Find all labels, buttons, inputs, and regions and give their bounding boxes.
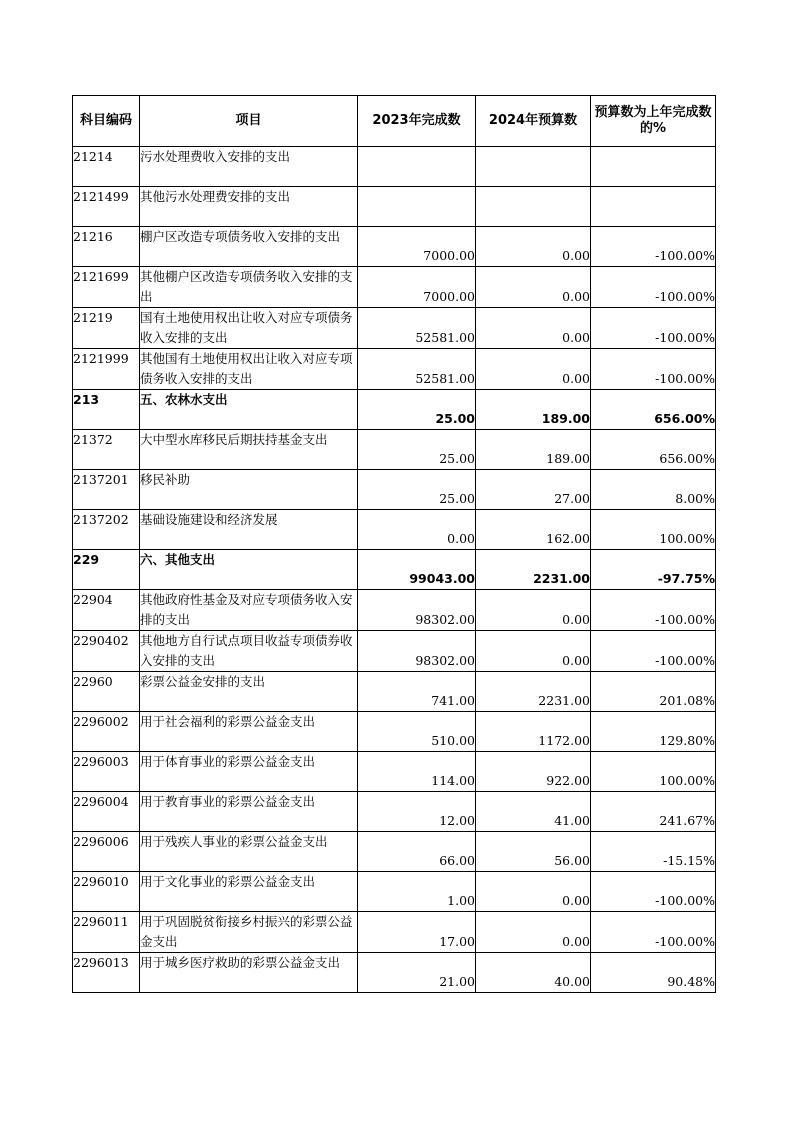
code-cell: 2296013: [73, 953, 140, 993]
ratio-cell: 100.00%: [591, 510, 716, 550]
budget-2024-cell: 189.00: [476, 390, 591, 430]
done-2023-cell: 7000.00: [358, 227, 476, 267]
table-row: [73, 792, 716, 832]
budget-2024-cell: 41.00: [476, 792, 591, 832]
ratio-cell: 241.67%: [591, 792, 716, 832]
table-row: [73, 510, 716, 550]
item-cell: 移民补助: [140, 470, 358, 510]
code-cell: 2290402: [73, 631, 140, 672]
ratio-cell: [591, 187, 716, 227]
item-cell: 国有土地使用权出让收入对应专项债务收入安排的支出: [140, 308, 358, 349]
done-2023-cell: 21.00: [358, 953, 476, 993]
table-row: [73, 349, 716, 390]
budget-2024-cell: 1172.00: [476, 712, 591, 752]
code-cell: 229: [73, 550, 140, 590]
budget-2024-cell: 0.00: [476, 308, 591, 349]
done-2023-cell: 25.00: [358, 430, 476, 470]
table-row: [73, 953, 716, 993]
ratio-cell: -100.00%: [591, 631, 716, 672]
code-cell: 2137201: [73, 470, 140, 510]
code-cell: 21219: [73, 308, 140, 349]
ratio-cell: -100.00%: [591, 590, 716, 631]
budget-2024-cell: 56.00: [476, 832, 591, 872]
table-row: [73, 631, 716, 672]
ratio-cell: -100.00%: [591, 267, 716, 308]
item-cell: 用于教育事业的彩票公益金支出: [140, 792, 358, 832]
ratio-cell: 201.08%: [591, 672, 716, 712]
budget-2024-cell: 0.00: [476, 590, 591, 631]
item-cell: 基础设施建设和经济发展: [140, 510, 358, 550]
ratio-cell: 100.00%: [591, 752, 716, 792]
done-2023-cell: 510.00: [358, 712, 476, 752]
done-2023-cell: [358, 147, 476, 187]
ratio-cell: [591, 147, 716, 187]
table-row: [73, 308, 716, 349]
ratio-cell: 90.48%: [591, 953, 716, 993]
table-row: [73, 872, 716, 912]
ratio-cell: -97.75%: [591, 550, 716, 590]
budget-2024-cell: 40.00: [476, 953, 591, 993]
code-cell: 2296004: [73, 792, 140, 832]
item-cell: 其他国有土地使用权出让收入对应专项债务收入安排的支出: [140, 349, 358, 390]
code-cell: 2121999: [73, 349, 140, 390]
ratio-cell: -15.15%: [591, 832, 716, 872]
code-cell: 2296010: [73, 872, 140, 912]
code-cell: 2296003: [73, 752, 140, 792]
budget-2024-cell: [476, 147, 591, 187]
done-2023-cell: 17.00: [358, 912, 476, 953]
header-row: [73, 96, 716, 147]
done-2023-cell: 1.00: [358, 872, 476, 912]
done-2023-cell: 99043.00: [358, 550, 476, 590]
item-cell: 用于体育事业的彩票公益金支出: [140, 752, 358, 792]
ratio-cell: -100.00%: [591, 227, 716, 267]
budget-table: [72, 95, 716, 993]
budget-2024-cell: 0.00: [476, 267, 591, 308]
budget-2024-cell: 922.00: [476, 752, 591, 792]
budget-2024-cell: 162.00: [476, 510, 591, 550]
budget-2024-cell: 0.00: [476, 631, 591, 672]
table-row: [73, 832, 716, 872]
item-cell: 其他污水处理费安排的支出: [140, 187, 358, 227]
table-row: [73, 147, 716, 187]
header-ratio: 预算数为上年完成数的%: [591, 96, 716, 147]
done-2023-cell: 98302.00: [358, 631, 476, 672]
table-row: [73, 227, 716, 267]
table-row: [73, 267, 716, 308]
ratio-cell: -100.00%: [591, 349, 716, 390]
done-2023-cell: 114.00: [358, 752, 476, 792]
done-2023-cell: 25.00: [358, 390, 476, 430]
ratio-cell: 8.00%: [591, 470, 716, 510]
table-row: [73, 712, 716, 752]
done-2023-cell: [358, 187, 476, 227]
budget-2024-cell: 0.00: [476, 872, 591, 912]
code-cell: 2121499: [73, 187, 140, 227]
done-2023-cell: 66.00: [358, 832, 476, 872]
item-cell: 用于巩固脱贫衔接乡村振兴的彩票公益金支出: [140, 912, 358, 953]
code-cell: 22904: [73, 590, 140, 631]
code-cell: 213: [73, 390, 140, 430]
item-cell: 污水处理费收入安排的支出: [140, 147, 358, 187]
ratio-cell: 656.00%: [591, 390, 716, 430]
done-2023-cell: 98302.00: [358, 590, 476, 631]
code-cell: 21372: [73, 430, 140, 470]
code-cell: 21216: [73, 227, 140, 267]
table-row: [73, 187, 716, 227]
budget-2024-cell: 0.00: [476, 349, 591, 390]
item-cell: 六、其他支出: [140, 550, 358, 590]
budget-2024-cell: [476, 187, 591, 227]
header-code: 科目编码: [73, 96, 140, 147]
done-2023-cell: 52581.00: [358, 349, 476, 390]
ratio-cell: 656.00%: [591, 430, 716, 470]
table-row: [73, 550, 716, 590]
budget-2024-cell: 0.00: [476, 227, 591, 267]
table-row: [73, 590, 716, 631]
item-cell: 用于文化事业的彩票公益金支出: [140, 872, 358, 912]
table-row: [73, 752, 716, 792]
done-2023-cell: 52581.00: [358, 308, 476, 349]
item-cell: 五、农林水支出: [140, 390, 358, 430]
done-2023-cell: 7000.00: [358, 267, 476, 308]
item-cell: 用于社会福利的彩票公益金支出: [140, 712, 358, 752]
header-done-2023: 2023年完成数: [358, 96, 476, 147]
budget-2024-cell: 189.00: [476, 430, 591, 470]
header-budget-2024: 2024年预算数: [476, 96, 591, 147]
item-cell: 棚户区改造专项债务收入安排的支出: [140, 227, 358, 267]
header-item: 项目: [140, 96, 358, 147]
item-cell: 其他棚户区改造专项债务收入安排的支出: [140, 267, 358, 308]
code-cell: 2296011: [73, 912, 140, 953]
table-row: [73, 430, 716, 470]
item-cell: 用于残疾人事业的彩票公益金支出: [140, 832, 358, 872]
code-cell: 2296006: [73, 832, 140, 872]
code-cell: 2137202: [73, 510, 140, 550]
item-cell: 大中型水库移民后期扶持基金支出: [140, 430, 358, 470]
ratio-cell: -100.00%: [591, 308, 716, 349]
item-cell: 其他地方自行试点项目收益专项债券收入安排的支出: [140, 631, 358, 672]
done-2023-cell: 741.00: [358, 672, 476, 712]
ratio-cell: -100.00%: [591, 872, 716, 912]
budget-2024-cell: 27.00: [476, 470, 591, 510]
done-2023-cell: 0.00: [358, 510, 476, 550]
table-row: [73, 470, 716, 510]
code-cell: 21214: [73, 147, 140, 187]
budget-2024-cell: 0.00: [476, 912, 591, 953]
code-cell: 22960: [73, 672, 140, 712]
budget-2024-cell: 2231.00: [476, 550, 591, 590]
item-cell: 用于城乡医疗救助的彩票公益金支出: [140, 953, 358, 993]
table-row: [73, 672, 716, 712]
ratio-cell: 129.80%: [591, 712, 716, 752]
code-cell: 2296002: [73, 712, 140, 752]
table-body: [73, 147, 716, 993]
done-2023-cell: 25.00: [358, 470, 476, 510]
budget-2024-cell: 2231.00: [476, 672, 591, 712]
table-row: [73, 912, 716, 953]
done-2023-cell: 12.00: [358, 792, 476, 832]
code-cell: 2121699: [73, 267, 140, 308]
ratio-cell: -100.00%: [591, 912, 716, 953]
item-cell: 彩票公益金安排的支出: [140, 672, 358, 712]
table-row: [73, 390, 716, 430]
item-cell: 其他政府性基金及对应专项债务收入安排的支出: [140, 590, 358, 631]
